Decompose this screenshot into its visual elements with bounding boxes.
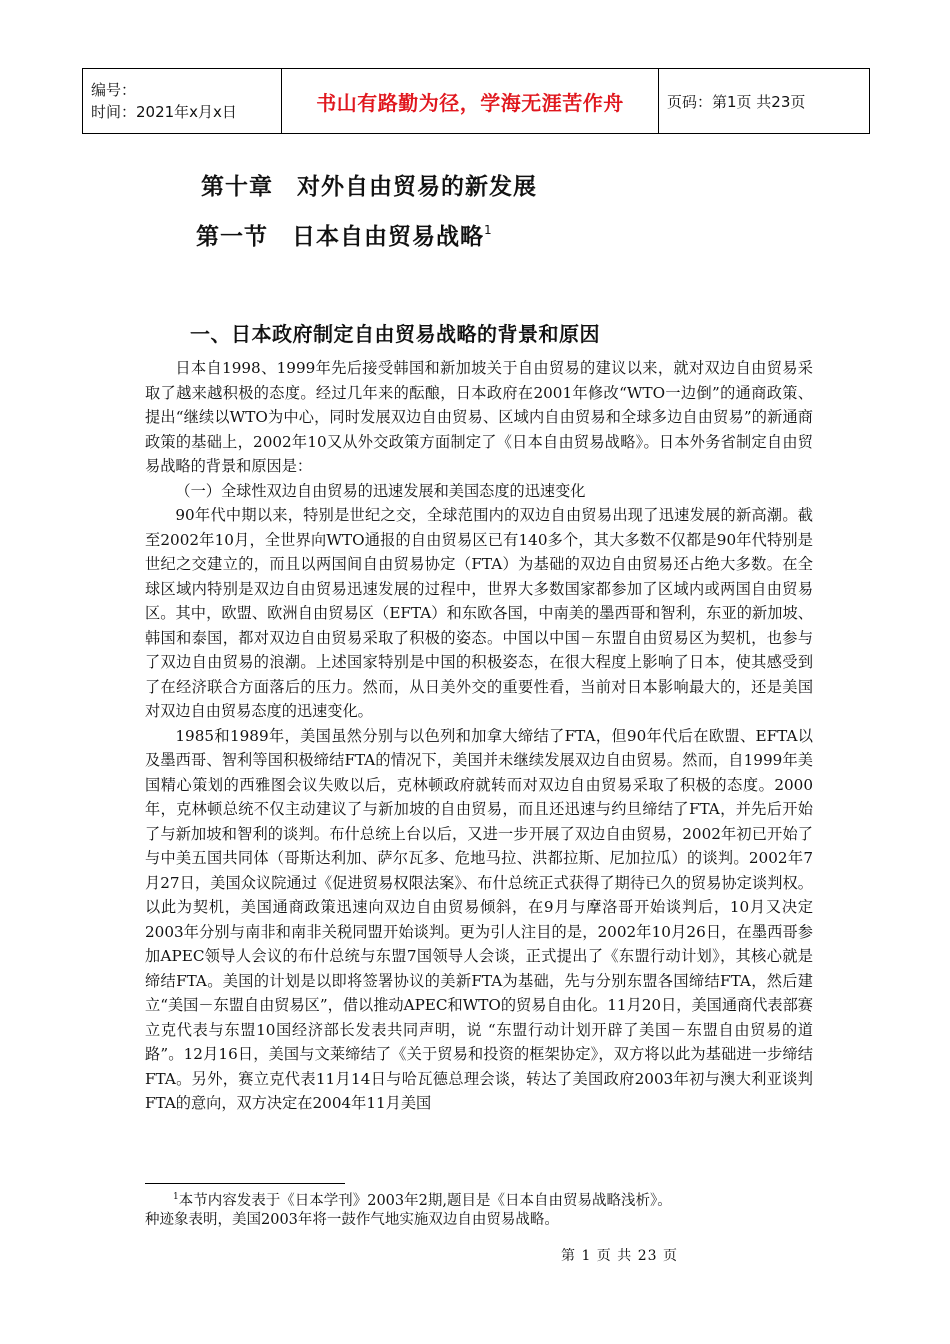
footnote-divider — [145, 1183, 345, 1184]
trailing-line: 种迹象表明，美国2003年将一鼓作气地实施双边自由贸易战略。 — [145, 1212, 559, 1228]
paragraph-us-fta: 1985和1989年，美国虽然分别与以色列和加拿大缔结了FTA，但90年代后在欧盟、EFTA以及墨西哥、智利等国积极缔结FTA的情况下，美国并未继续发展双边自由贸易。然而，自1999年美国精心策划的西雅图会议失败以后，克林顿政府就转而对双边自由贸易采取了积极的态度。2000年，克林顿总统不仅主动建议了与新加坡的自由贸易，而且还迅速与约旦缔结了FTA，并先后开始了与新加坡和智利的谈判。布什总统上台以后，又进一步开展了双边自由贸易，2002年初已开始了与中美五国共同体（哥斯达利加、萨尔瓦多、危地马拉、洪都拉斯、尼加拉瓜）的谈判。2002年7月27日，美国众议院通过《促进贸易权限法案》、布什总统正式获得了期待已久的贸易协定谈判权。以此为契机，美国通商政策迅速向双边自由贸易倾斜，在9月与摩洛哥开始谈判后，10月又决定2003年分别与南非和南非关税同盟开始谈判。更为引人注目的是，2002年10月26日，在墨西哥参加APEC领导人会议的布什总统与东盟7国领导人会谈，正式提出了《东盟行动计划》，其核心就是缔结FTA。美国的计划是以即将签署协议的美新FTA为基础，先与分别东盟各国缔结FTA，然后建立“美国－东盟自由贸易区”，借以推动APEC和WTO的贸易自由化。11月20日，美国通商代表部赛立克代表与东盟10国经济部长发表共同声明，说 “东盟行动计划开辟了美国－东盟自由贸易的道路”。12月16日，美国与文莱缔结了《关于贸易和投资的框架协定》，双方将以此为基础进一步缔结FTA。另外，赛立克代表11月14日与哈瓦德总理会谈，转达了美国政府2003年初与澳大利亚谈判FTA的意向，双方决定在2004年11月美国 — [145, 726, 813, 1112]
footnote-mark: 1 — [173, 1192, 179, 1202]
document-date-label: 时间：2021年x月x日 — [91, 103, 237, 121]
section-footnote-mark: 1 — [484, 223, 493, 237]
heading-level-1: 一、日本政府制定自由贸易战略的背景和原因 — [190, 322, 600, 346]
paragraph-intro: 日本自1998、1999年先后接受韩国和新加坡关于自由贸易的建议以来，就对双边自由贸易采取了越来越积极的态度。经过几年来的酝酿，日本政府在2001年修改“WTO一边倒”的通商政策、提出“继续以WTO为中心，同时发展双边自由贸易、区域内自由贸易和全球多边自由贸易”的新通商政策的基础上，2002年10又从外交政策方面制定了《日本自由贸易战略》。日本外务省制定自由贸易战略的背景和原因是： — [145, 359, 813, 475]
page-footer: 第 1 页 共 23 页 — [561, 1248, 678, 1264]
header-meta — [83, 69, 282, 134]
header-page-info: 页码：第1页 共23页 — [659, 69, 870, 134]
document-code-label: 编号： — [91, 81, 137, 99]
subheading-1: （一）全球性双边自由贸易的迅速发展和美国态度的迅速变化 — [175, 481, 586, 500]
header-motto: 书山有路勤为径，学海无涯苦作舟 — [282, 69, 659, 134]
paragraph-global-fta: 90年代中期以来，特别是世纪之交，全球范围内的双边自由贸易出现了迅速发展的新高潮。截至2002年10月，全世界向WTO通报的自由贸易区已有140多个，其大多数不仅都是90年代特别是世纪之交建立的，而且以两国间自由贸易协定（FTA）为基础的双边自由贸易还占绝大多数。在全球区域内特别是双边自由贸易迅速发展的过程中，世界大多数国家都参加了区域内或两国自由贸易区。其中，欧盟、欧洲自由贸易区（EFTA）和东欧各国，中南美的墨西哥和智利，东亚的新加坡、韩国和泰国，都对双边自由贸易采取了积极的姿态。中国以中国－东盟自由贸易区为契机，也参与了双边自由贸易的浪潮。上述国家特别是中国的积极姿态，在很大程度上影响了日本，使其感受到了在经济联合方面落后的压力。然而，从日美外交的重要性看，当前对日本影响最大的，还是美国对双边自由贸易态度的迅速变化。 — [145, 506, 813, 720]
section-title-wrap — [196, 218, 493, 251]
document-header — [82, 68, 870, 134]
body-text — [145, 356, 813, 1116]
chapter-title: 第十章 对外自由贸易的新发展 — [201, 174, 537, 200]
section-title: 第一节 日本自由贸易战略 — [196, 224, 484, 250]
footnote-text: 本节内容发表于《日本学刊》2003年2期,题目是《日本自由贸易战略浅析》。 — [178, 1193, 672, 1209]
